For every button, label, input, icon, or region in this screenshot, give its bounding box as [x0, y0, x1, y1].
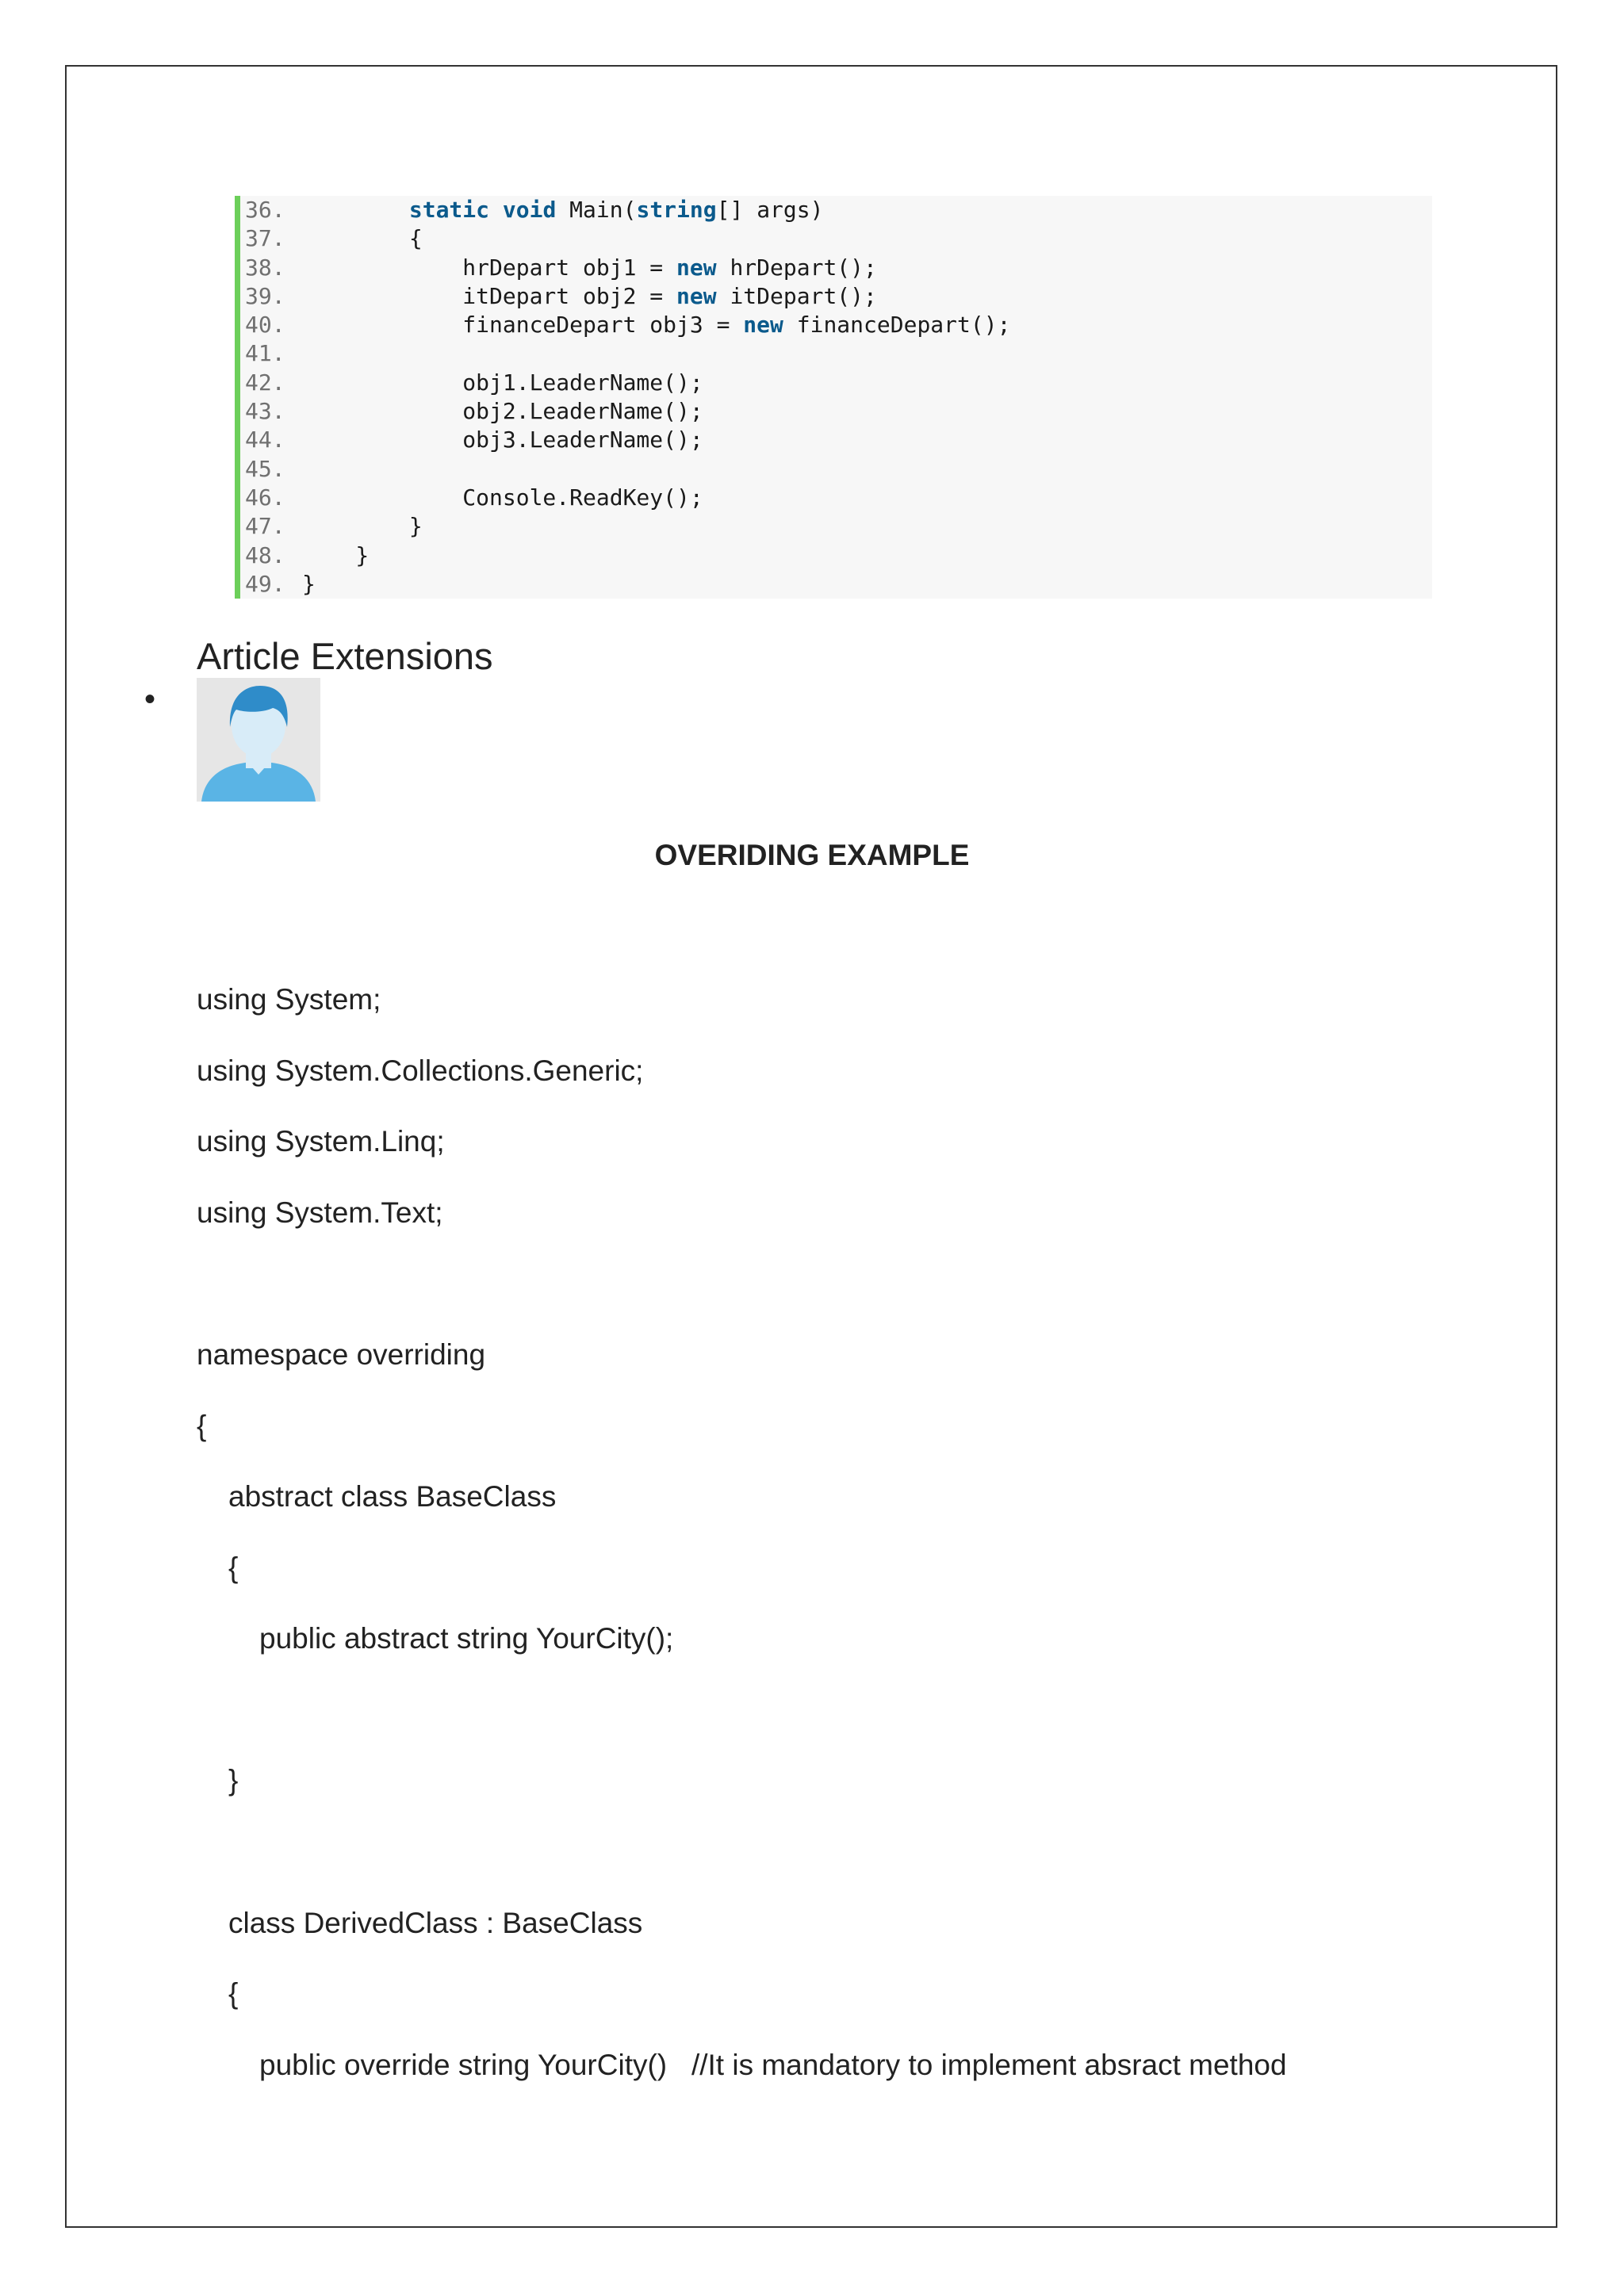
- code-line: [240, 426, 1432, 454]
- line-number: 45.: [245, 455, 285, 482]
- line-number: 48.: [245, 541, 285, 568]
- code-line: [240, 254, 1432, 282]
- line-number: 47.: [245, 513, 285, 540]
- document-title: OVERIDING EXAMPLE: [654, 839, 970, 871]
- code-token: {: [302, 225, 423, 252]
- code-keyword: new: [743, 312, 783, 339]
- code-token: }: [302, 570, 316, 597]
- article-extensions-heading: Article Extensions: [197, 635, 493, 677]
- code-text-line: using System.Linq;: [197, 1125, 445, 1158]
- code-text-line: public abstract string YourCity();: [259, 1622, 674, 1655]
- code-token: obj1.LeaderName();: [302, 369, 703, 396]
- code-token: obj3.LeaderName();: [302, 427, 703, 453]
- code-token: itDepart obj2 =: [302, 282, 677, 309]
- code-token: [302, 197, 409, 223]
- code-text: [302, 513, 423, 539]
- code-keyword: static: [408, 197, 490, 223]
- code-line: [240, 224, 1432, 253]
- line-number: 44.: [245, 427, 285, 453]
- code-line: [240, 570, 1432, 599]
- code-token: [489, 197, 503, 223]
- code-token: Main(: [556, 197, 637, 223]
- code-keyword: new: [676, 254, 717, 281]
- code-text: [302, 571, 316, 597]
- code-keyword: new: [676, 282, 717, 309]
- code-line: [240, 397, 1432, 426]
- code-token: }: [302, 541, 370, 568]
- code-keyword: string: [636, 197, 717, 223]
- code-text: [302, 427, 703, 453]
- code-line: [240, 339, 1432, 368]
- code-block: [235, 196, 1432, 599]
- code-text-line: namespace overriding: [197, 1338, 486, 1371]
- code-token: obj2.LeaderName();: [302, 398, 703, 425]
- line-number: 40.: [245, 312, 285, 339]
- code-text: [302, 197, 823, 223]
- line-number: 39.: [245, 282, 285, 309]
- code-token: hrDepart obj1 =: [302, 254, 677, 281]
- line-number: 38.: [245, 254, 285, 281]
- code-text: [302, 254, 877, 281]
- code-line: [240, 282, 1432, 311]
- code-text-line: abstract class BaseClass: [228, 1480, 557, 1513]
- code-line: [240, 455, 1432, 484]
- code-token: itDepart();: [716, 282, 877, 309]
- code-text: [302, 369, 703, 396]
- code-text-line: }: [228, 1764, 239, 1797]
- code-line: [240, 369, 1432, 397]
- code-token: hrDepart();: [716, 254, 877, 281]
- code-text-line: {: [228, 1977, 239, 2010]
- code-line: [240, 311, 1432, 339]
- code-text-line: using System.Collections.Generic;: [197, 1054, 644, 1087]
- line-number: 43.: [245, 398, 285, 425]
- line-number: 41.: [245, 340, 285, 367]
- code-text: [302, 225, 423, 251]
- code-text: [302, 542, 369, 568]
- code-token: [] args): [716, 197, 824, 223]
- code-line: [240, 541, 1432, 570]
- code-line: [240, 512, 1432, 541]
- code-text: [302, 484, 703, 511]
- line-number: 42.: [245, 369, 285, 396]
- code-token: Console.ReadKey();: [302, 484, 703, 511]
- code-text: [302, 398, 703, 424]
- code-text-line: class DerivedClass : BaseClass: [228, 1907, 643, 1939]
- line-number: 49.: [245, 570, 285, 597]
- code-text-line: using System.Text;: [197, 1196, 443, 1229]
- code-token: financeDepart();: [783, 312, 1011, 339]
- code-text: [302, 312, 1010, 338]
- code-text-line: public override string YourCity() //It is mandatory to implement absract method: [259, 2049, 1287, 2081]
- code-text-line: {: [228, 1552, 239, 1584]
- code-text-line: {: [197, 1410, 207, 1442]
- user-avatar-icon: [197, 678, 320, 802]
- code-text: [302, 283, 877, 309]
- code-keyword: void: [502, 197, 557, 223]
- line-number: 36.: [245, 197, 285, 223]
- line-number: 46.: [245, 484, 285, 511]
- line-number: 37.: [245, 225, 285, 252]
- list-bullet: •: [144, 682, 156, 717]
- code-text-line: using System;: [197, 983, 381, 1016]
- code-line: [240, 484, 1432, 512]
- code-token: financeDepart obj3 =: [302, 312, 744, 339]
- code-token: }: [302, 513, 423, 540]
- code-line: [240, 196, 1432, 224]
